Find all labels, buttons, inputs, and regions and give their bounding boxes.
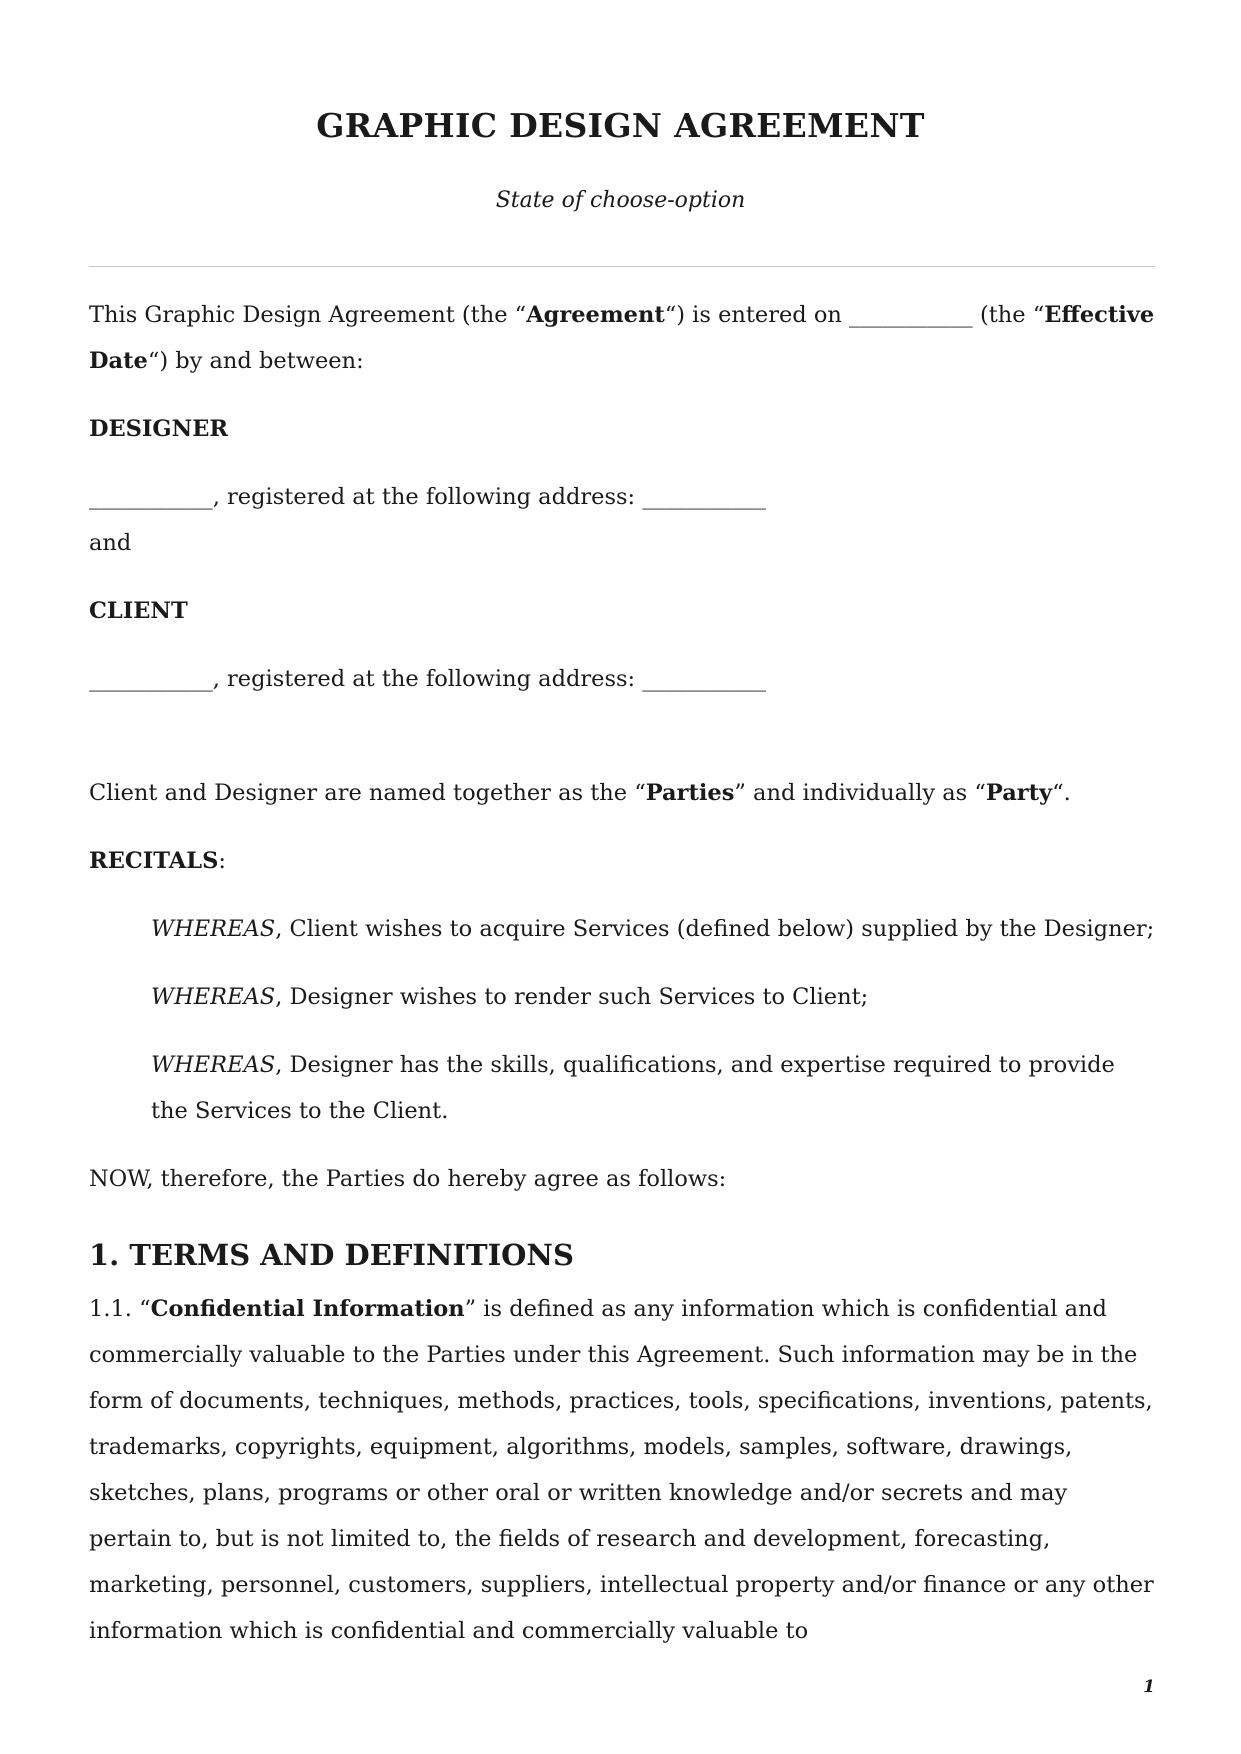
client-address-line: ___________, registered at the following address: ___________	[89, 666, 767, 692]
parties-paragraph: Client and Designer are named together as the “Parties” and individually as “Party“.	[89, 780, 1071, 806]
page-number: 1	[1143, 1677, 1155, 1697]
designer-address-line: ___________, registered at the following address: ___________	[89, 484, 767, 510]
and-connector: and	[89, 530, 132, 556]
document-subtitle: State of choose-option	[495, 188, 746, 213]
term-effective-date: Effective Date	[89, 302, 1155, 374]
document-body	[89, 292, 1155, 1654]
term-party: Party	[985, 780, 1053, 806]
intro-paragraph: This Graphic Design Agreement (the “Agreement“) is entered on ___________ (the “Effective Date“) by and between:	[89, 302, 1155, 374]
designer-heading: DESIGNER	[89, 416, 229, 442]
recital-item: WHEREAS, Designer has the skills, qualifications, and expertise required to provide the Services to the Client.	[151, 1052, 1115, 1124]
document-title: GRAPHIC DESIGN AGREEMENT	[316, 106, 925, 145]
section-1-heading: 1. TERMS AND DEFINITIONS	[89, 1238, 574, 1272]
client-heading: CLIENT	[89, 598, 188, 624]
term-parties: Parties	[645, 780, 735, 806]
term-agreement: Agreement	[526, 302, 665, 328]
recital-item: WHEREAS, Designer wishes to render such Services to Client;	[151, 984, 869, 1010]
recital-item: WHEREAS, Client wishes to acquire Services (defined below) supplied by the Designer;	[151, 916, 1155, 942]
now-therefore-paragraph: NOW, therefore, the Parties do hereby agree as follows:	[89, 1166, 727, 1192]
title-divider	[89, 266, 1155, 267]
clause-1-1: 1.1. “Confidential Information” is defined as any information which is confidential and commercially valuable to the Parties under this Agreement. Such information may be in the form of documents, techniques, methods, practices, tools, specifications, inventions, patents, trademarks, copyrights, equipment, algorithms, models, samples, software, drawings, sketches, plans, programs or other oral or written knowledge and/or secrets and may pertain to, but is not limited to, the fields of research and development, forecasting, marketing, personnel, customers, suppliers, intellectual property and/or finance or any other information which is confidential and commercially valuable to	[89, 1296, 1154, 1644]
recitals-heading: RECITALS:	[89, 848, 226, 874]
term-confidential-information: Confidential Information	[150, 1296, 465, 1322]
